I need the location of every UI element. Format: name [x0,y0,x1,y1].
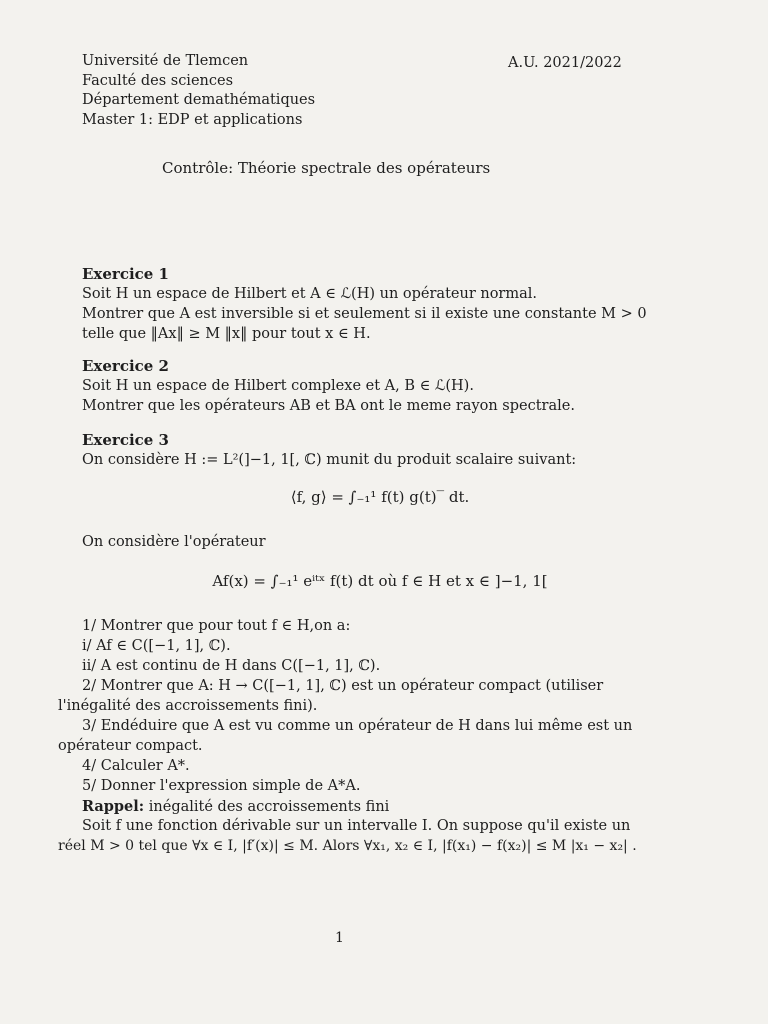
inner-product-formula: ⟨f, g⟩ = ∫₋₁¹ f(t) g(t)‾ dt. [290,488,470,506]
question-1-i: i/ Af ∈ C([−1, 1], ℂ). [82,638,231,654]
question-2-line-2: l'inégalité des accroissements fini). [58,698,318,714]
university-header [82,52,315,130]
exercise-3-line-2: On considère l'opérateur [82,534,266,550]
exercise-2-line-1: Soit H un espace de Hilbert complexe et A, B ∈ ℒ(H). [82,378,474,394]
reminder-title: inégalité des accroissements fini [144,799,390,815]
header-line-faculty: Faculté des sciences [82,72,234,89]
header-line-department: Département demathématiques [82,92,316,108]
question-1: 1/ Montrer que pour tout f ∈ H,on a: [82,618,351,634]
header-line-university: Université de Tlemcen [82,53,249,69]
question-1-ii: ii/ A est continu de H dans C([−1, 1], ℂ). [82,658,381,674]
exercise-3-title: Exercice 3 [82,431,169,449]
exercise-2-line-2: Montrer que les opérateurs AB et BA ont le meme rayon spectrale. [82,398,575,414]
reminder-line-1: Soit f une fonction dérivable sur un intervalle I. On suppose qu'il existe un [82,818,631,834]
exercise-1-line-2: Montrer que A est inversible si et seulement si il existe une constante M > 0 [82,306,647,322]
exercise-1-title: Exercice 1 [82,265,169,283]
reminder-heading [82,796,389,818]
page-number: 1 [335,930,344,946]
reminder-label: Rappel: [82,798,145,815]
question-5: 5/ Donner l'expression simple de A*A. [82,778,361,794]
question-3-line-2: opérateur compact. [58,738,203,754]
exercise-1-line-1: Soit H un espace de Hilbert et A ∈ ℒ(H) un opérateur normal. [82,286,537,302]
question-4: 4/ Calculer A*. [82,758,190,774]
question-2-line-1: 2/ Montrer que A: H → C([−1, 1], ℂ) est un opérateur compact (utiliser [82,678,604,694]
header-line-master: Master 1: EDP et applications [82,111,303,128]
exercise-3-line-1: On considère H := L²(]−1, 1[, ℂ) munit du produit scalaire suivant: [82,452,577,468]
academic-year: A.U. 2021/2022 [508,55,622,71]
reminder-line-2: réel M > 0 tel que ∀x ∈ I, |f′(x)| ≤ M. Alors ∀x₁, x₂ ∈ I, |f(x₁) − f(x₂)| ≤ M |x₁ − x₂| . [58,838,637,854]
exercise-2-title: Exercice 2 [82,357,169,375]
exam-title: Contrôle: Théorie spectrale des opérateurs [162,159,491,177]
question-3-line-1: 3/ Endéduire que A est vu comme un opérateur de H dans lui même est un [82,718,633,734]
operator-formula: Af(x) = ∫₋₁¹ eⁱᵗˣ f(t) dt où f ∈ H et x ∈ ]−1, 1[ [212,572,548,590]
exercise-1-line-3: telle que ‖Ax‖ ≥ M ‖x‖ pour tout x ∈ H. [82,326,371,342]
